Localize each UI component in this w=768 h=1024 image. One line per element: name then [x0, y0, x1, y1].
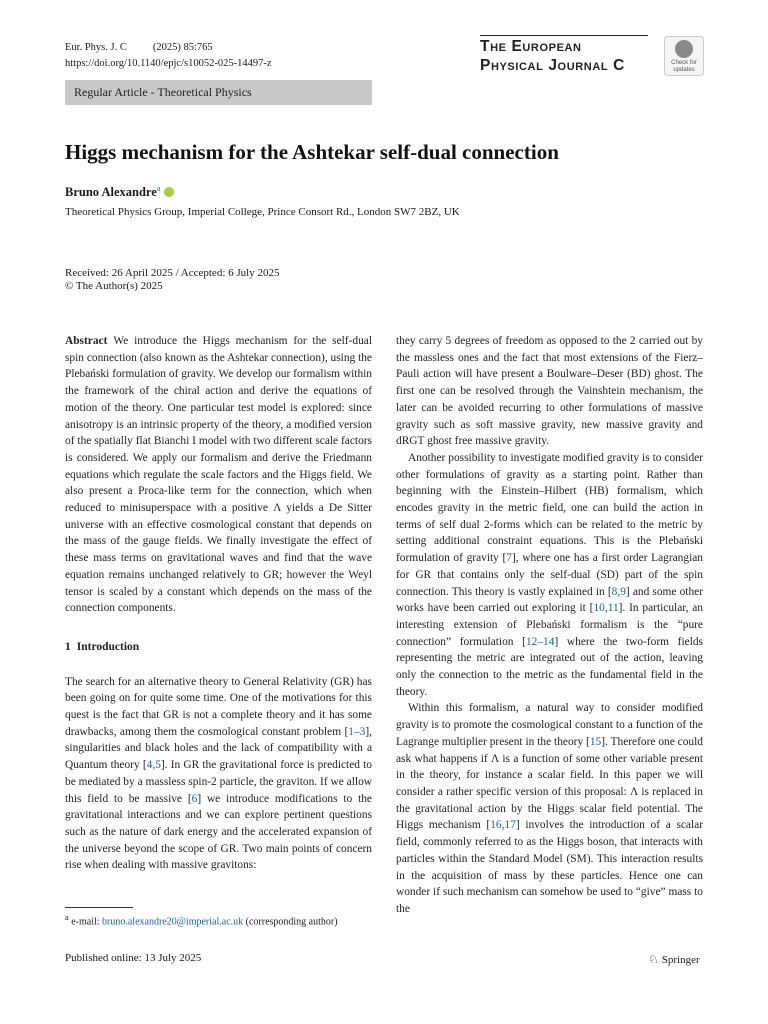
citation-link[interactable]: 15 — [589, 735, 602, 748]
bookmark-icon — [675, 40, 693, 58]
citation-link[interactable]: 1–3 — [348, 725, 366, 738]
check-badge-line1: Check for — [671, 60, 697, 66]
abstract-label: Abstract — [65, 335, 108, 347]
publisher-name: Springer — [661, 954, 700, 966]
author-name: Bruno Alexandre — [65, 185, 157, 200]
text-span: Another possibility to investigate modified gravity is to consider other formulations of gravity as a starting point. Rather than beginning with the Einstein–Hilbert (HB) formalism, which encodes gravity in the metric field, one can build the action in terms of self dual 2-forms which can be related to the metric by setting additional constraint equations. This is the Plebański formulation of gravity [ — [396, 451, 703, 565]
citation-link[interactable]: 4,5 — [146, 759, 161, 772]
right-column — [396, 333, 703, 918]
journal-name-line1: The European — [480, 38, 582, 55]
paragraph — [65, 674, 372, 874]
received-accepted: Received: 26 April 2025 / Accepted: 6 July 2025 — [65, 267, 280, 279]
paragraph — [396, 450, 703, 701]
text-span: ]. Therefore one could ask what happens if Λ is a function of some other variable present in the theory, for instance a scalar field. In this paper we will consider a rather specific version of this proposal: Λ is replaced in the gravitational action by the Higgs scalar field potential. The Higgs mechanism [ — [396, 735, 703, 832]
citation-link[interactable]: 7 — [506, 552, 512, 565]
citation-link[interactable]: 12–14 — [525, 635, 555, 648]
citation-link[interactable]: 16,17 — [490, 819, 516, 832]
publisher-logo — [648, 952, 700, 967]
text-span: Within this formalism, a natural way to consider modified gravity is to promote the cosmological constant to a function of the Lagrange multiplier present in the theory [ — [396, 702, 703, 748]
volume-info: (2025) 85:765 — [152, 42, 213, 53]
check-for-updates-badge[interactable] — [664, 36, 704, 76]
article-dates — [65, 267, 279, 293]
citation-link[interactable]: 10,11 — [593, 602, 619, 615]
paragraph: they carry 5 degrees of freedom as opposed to the 2 carried out by the massless ones and the fact that most extensions of the Fierz–Pauli action will have present a Boulware–Deser (BD) ghost. The first one can be resolved through the Vainshtein mechanism, the later can be avoided recurring to other formulations of massive gravity such as soft massive gravity, new massive gravity and dRGT ghost free massive gravity. — [396, 335, 703, 448]
check-badge-line2: updates — [673, 66, 695, 73]
footnote-marker: a — [65, 913, 69, 922]
journal-name-line2: Physical Journal C — [480, 57, 625, 74]
text-span: ] where the two-form fields representing the metric are integrated out of the action, leaving only the connection to the metric as the fundamental field in the theory. — [396, 635, 703, 698]
text-span: The search for an alternative theory to General Relativity (GR) has been going on for quite some time. One of the motivations for this quest is the fact that GR is not a complete theory and it has some drawbacks, among them the cosmological constant problem [ — [65, 675, 372, 738]
footnote-label: e-mail: — [71, 916, 103, 928]
abstract — [65, 333, 372, 617]
orcid-icon[interactable] — [164, 187, 174, 197]
copyright: © The Author(s) 2025 — [65, 280, 163, 292]
journal-name — [480, 35, 648, 75]
footnote-divider — [65, 907, 133, 908]
footnote — [65, 913, 338, 927]
paragraph — [396, 700, 703, 917]
published-online: Published online: 13 July 2025 — [65, 952, 202, 964]
section-number: 1 — [65, 640, 71, 653]
text-span: ] we introduce modifications to the gravitational interactions and we can explore pertinent questions such as the nature of dark energy and the accelerated expansion of the universe beyond the scope of GR. Two main points of concern rise when dealing with massive gravitons: — [65, 792, 372, 872]
journal-abbrev: Eur. Phys. J. C — [65, 42, 127, 53]
text-span: ]. In GR the gravitational force is predicted to be mediated by a massless spin-2 particle, the graviton. If we allow this field to be massive [ — [65, 759, 372, 805]
doi-link[interactable]: https://doi.org/10.1140/epjc/s10052-025-14497-z — [65, 58, 272, 69]
citation-link[interactable]: 6 — [191, 792, 198, 805]
footnote-note: (corresponding author) — [243, 916, 338, 928]
abstract-text: We introduce the Higgs mechanism for the self-dual spin connection (also known as the Ashtekar connection), using the Plebański formulation of gravity. We develop our formalism within the framework of the chiral action and derive the equations of motion of the theory. One particular test model is explored: since anisotropy is an intrinsic property of the theory, a modified version of the spatially flat Bianchi I model with two different scale factors is considered. We apply our formalism and derive the Friedmann equations which regulate the scale factors and the Higgs field. We also present a Proca-like term for the connection, which when reduced to minisuperspace with a positive Λ yields a De Sitter universe with an effective cosmological constant that depends on the mass of the gauge fields. We finally investigate the effect of these mass terms on gravitational waves and find that the wave equation remains unchanged relatively to GR; however the Weyl tensor is scaled by a constant which depends on the mass of the connection components. — [65, 335, 372, 615]
email-link[interactable]: bruno.alexandre20@imperial.ac.uk — [102, 916, 244, 928]
author-footnote-marker[interactable]: a — [156, 184, 161, 193]
paper-title: Higgs mechanism for the Ashtekar self-dual connection — [65, 140, 559, 164]
left-column — [65, 333, 372, 874]
springer-horse-icon: ♘ — [648, 952, 659, 966]
journal-meta — [65, 40, 271, 72]
section-heading — [65, 639, 372, 656]
text-span: ]. In particular, an interesting extension of Plebański formalism is the “pure connection” formulation [ — [396, 602, 704, 648]
text-span: ], where one has a first order Lagrangian for GR that contains only the self-dual (SD) part of the spin connection. This theory is vastly explained in [ — [396, 552, 703, 598]
section-title: Introduction — [76, 640, 140, 653]
article-type-label: Regular Article - Theoretical Physics — [65, 80, 372, 105]
text-span: ] involves the introduction of a scalar field, commonly referred to as the Higgs boson, that interacts with particles within the Standard Model (SM). This interaction results in the acquisition of mass by these particles. Hence one can wonder if such mechanism can somehow be used to “give” mass to the — [396, 819, 703, 915]
text-span: ], singularities and black holes and the lack of compatibility with a Quantum theory [ — [65, 725, 372, 772]
citation-link[interactable]: 8,9 — [611, 585, 626, 598]
text-span: ] and some other works have been carried out exploring it [ — [396, 585, 703, 615]
author-line — [65, 184, 174, 200]
affiliation: Theoretical Physics Group, Imperial College, Prince Consort Rd., London SW7 2BZ, UK — [65, 206, 460, 218]
